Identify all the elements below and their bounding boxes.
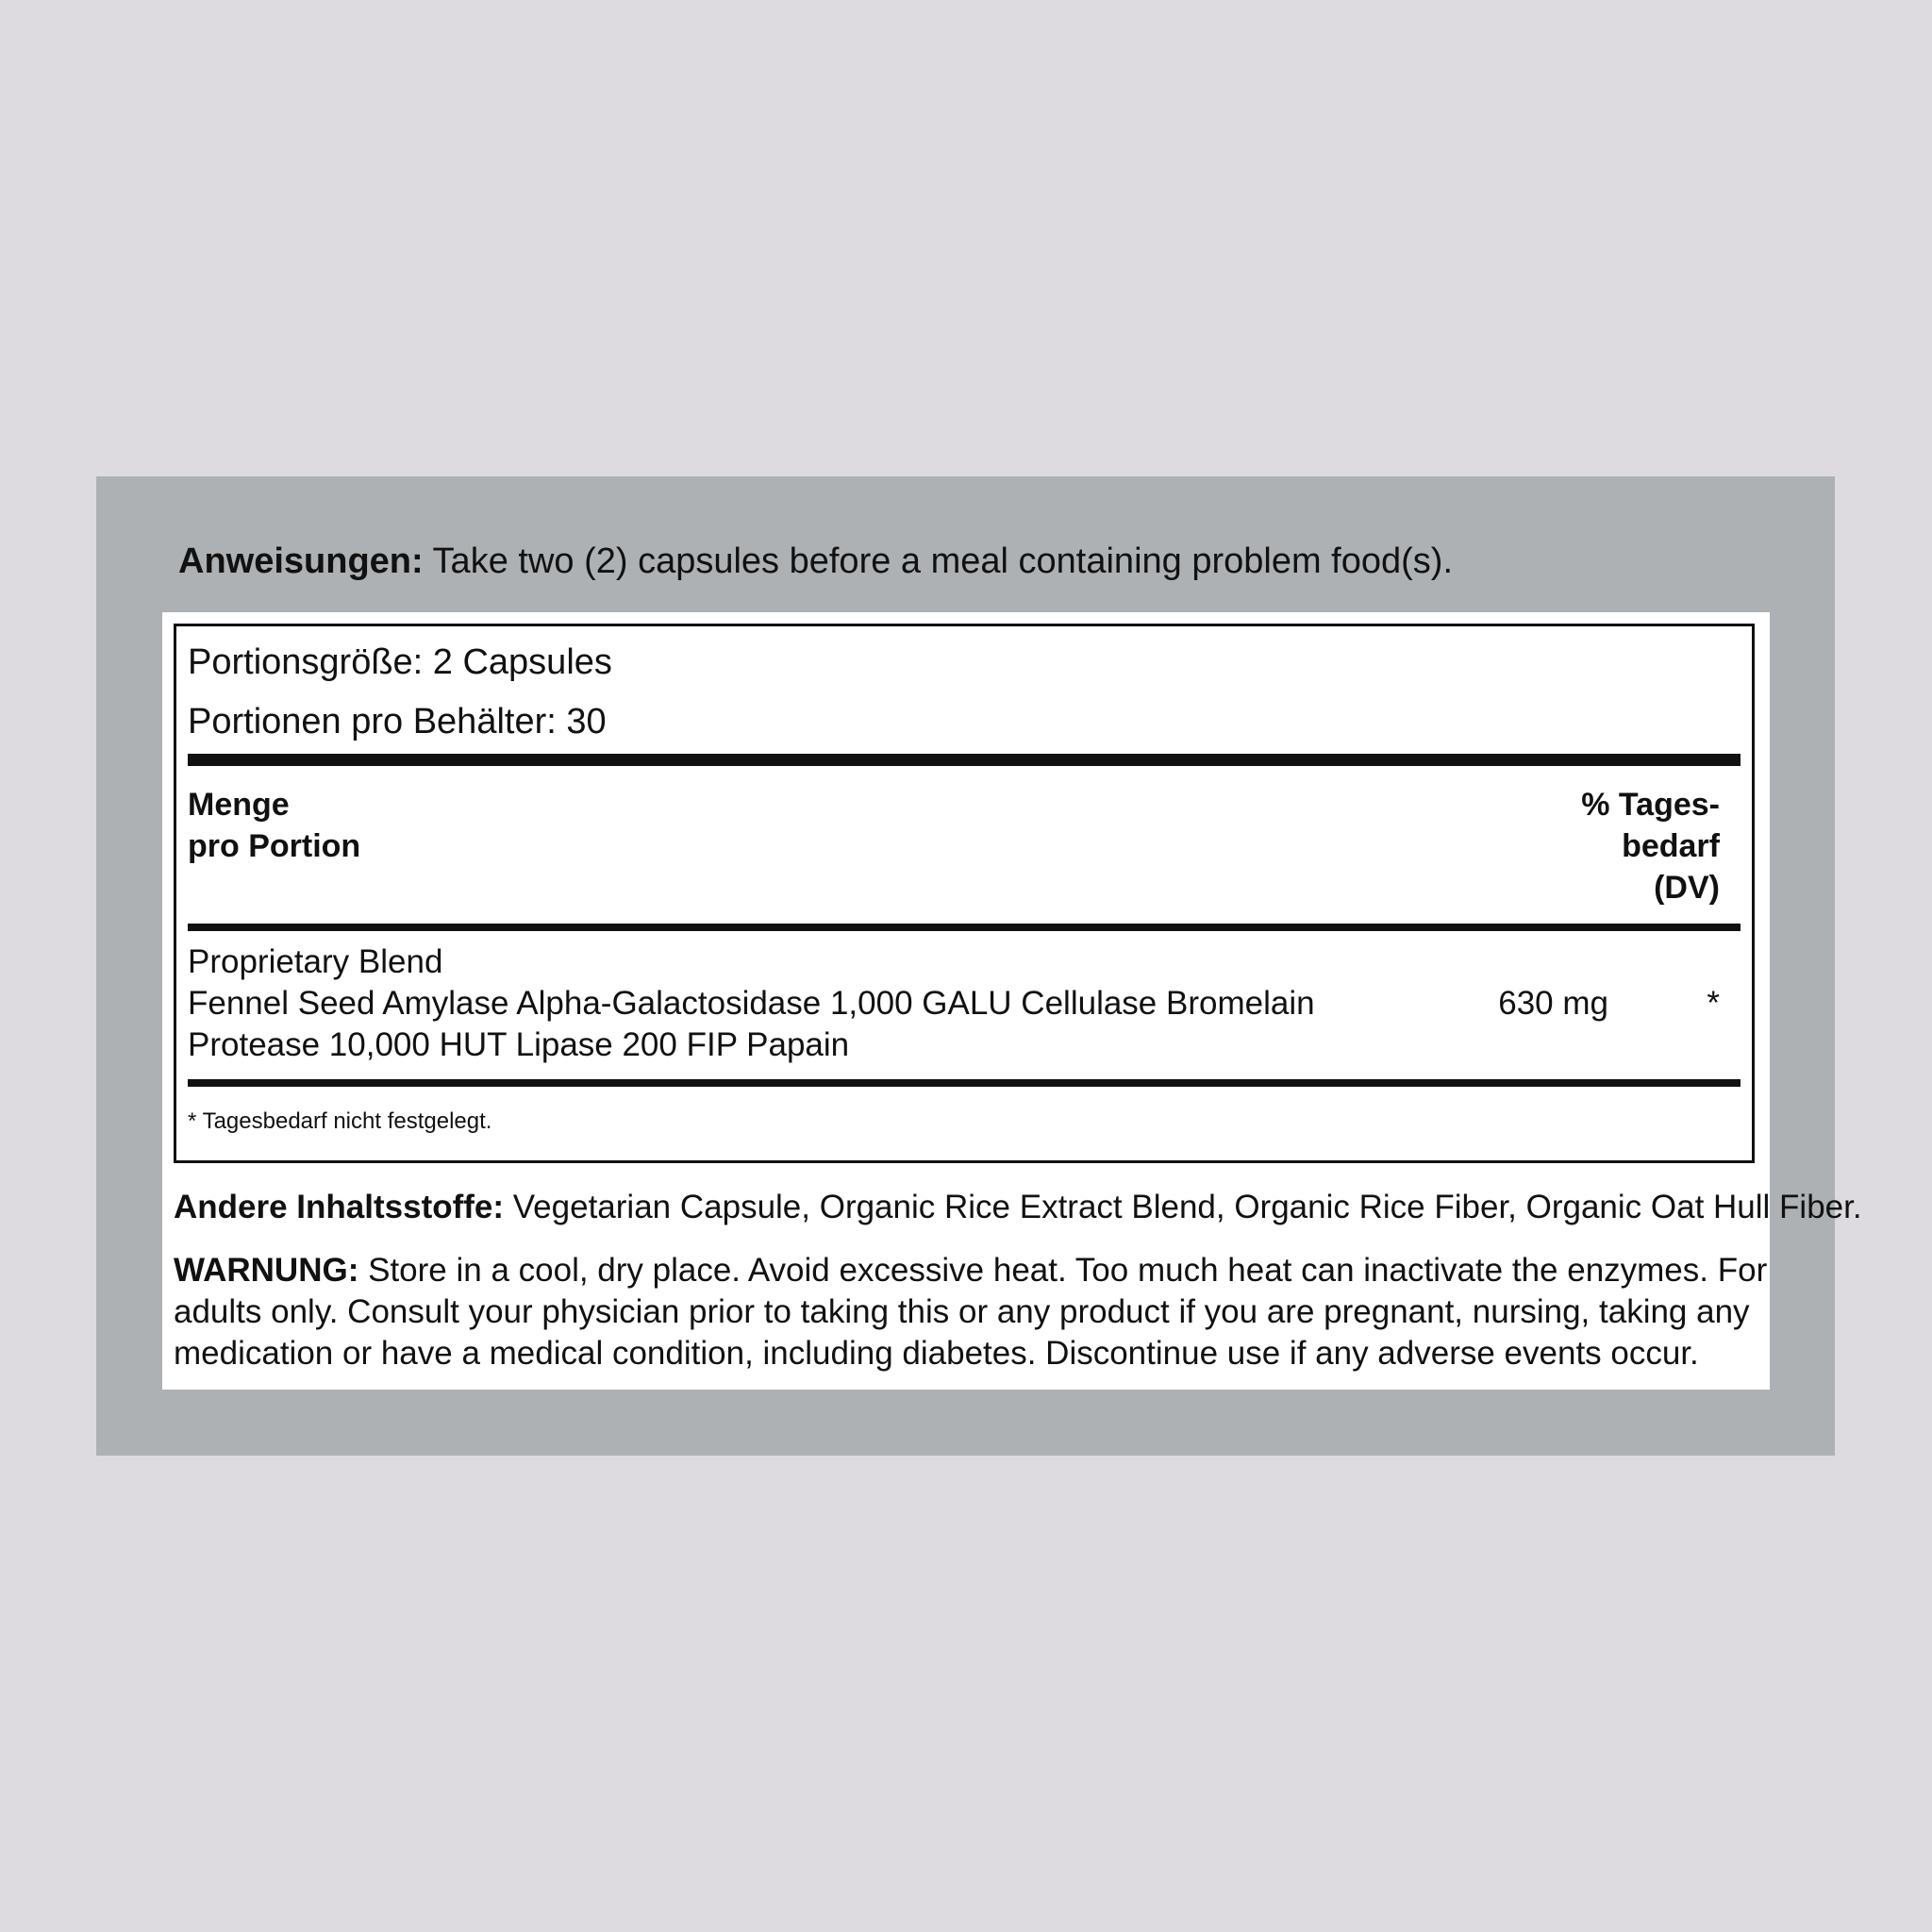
warning bbox=[174, 1250, 1768, 1374]
other-ingredients-label: Andere Inhaltsstoffe: bbox=[174, 1189, 505, 1225]
directions-text: Take two (2) capsules before a meal containing problem food(s). bbox=[423, 541, 1453, 581]
proprietary-blend bbox=[188, 941, 1315, 1066]
header-amount-line2: pro Portion bbox=[188, 828, 361, 864]
header-dv-line2: bedarf bbox=[1622, 828, 1720, 864]
blend-line1: Fennel Seed Amylase Alpha-Galactosidase 1,000 GALU Cellulase Bromelain bbox=[188, 985, 1315, 1022]
serving-size: Portionsgröße: 2 Capsules bbox=[188, 642, 612, 682]
header-amount bbox=[188, 784, 360, 867]
divider-bottom bbox=[188, 1079, 1740, 1087]
thick-divider-top bbox=[188, 754, 1740, 766]
other-ingredients-text: Vegetarian Capsule, Organic Rice Extract Blend, Organic Rice Fiber, Organic Oat Hull Fiber. bbox=[504, 1189, 1862, 1225]
servings-per-container: Portionen pro Behälter: 30 bbox=[188, 702, 607, 741]
blend-name: Proprietary Blend bbox=[188, 943, 443, 980]
other-ingredients bbox=[174, 1186, 1862, 1229]
blend-line2: Protease 10,000 HUT Lipase 200 FIP Papain bbox=[188, 1026, 850, 1063]
supplement-facts-box bbox=[174, 624, 1755, 1163]
blend-daily-value: * bbox=[1707, 985, 1720, 1022]
blend-amount: 630 mg bbox=[1498, 985, 1608, 1022]
header-daily-value bbox=[1581, 784, 1720, 908]
footnote: * Tagesbedarf nicht festgelegt. bbox=[188, 1108, 492, 1134]
warning-text: Store in a cool, dry place. Avoid excessive heat. Too much heat can inactivate the enzymes. For adults only. Consult your physician prior to taking this or any product if you are pregnant, nursing, taking any medication or have a medical condition, including diabetes. Discontinue use if any adverse events occur. bbox=[174, 1252, 1768, 1372]
warning-label: WARNUNG: bbox=[174, 1252, 359, 1289]
divider-header bbox=[188, 924, 1740, 931]
directions bbox=[178, 537, 1782, 586]
header-dv-line1: % Tages- bbox=[1581, 787, 1720, 823]
label-card bbox=[162, 612, 1862, 1390]
header-amount-line1: Menge bbox=[188, 787, 290, 823]
header-dv-line3: (DV) bbox=[1654, 870, 1720, 906]
directions-label: Anweisungen: bbox=[178, 541, 424, 581]
